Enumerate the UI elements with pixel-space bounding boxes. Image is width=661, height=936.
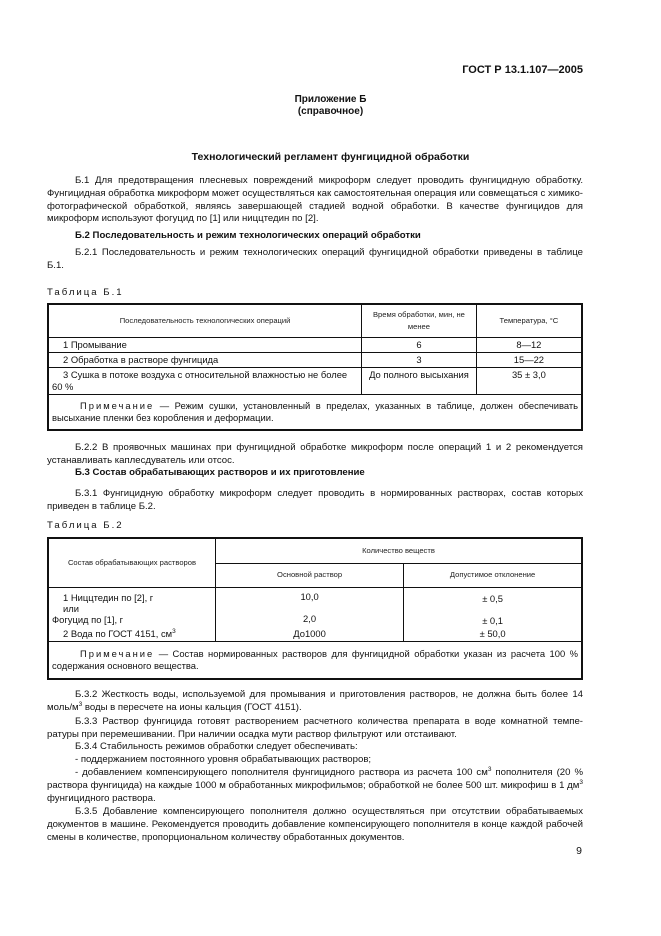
table2-header-composition: Состав обрабатывающих растворов: [48, 538, 215, 587]
cell-operation: 3 Сушка в потоке воздуха с относительной влажностью не более 60 %: [48, 367, 362, 394]
cell-time: До полного высыхания: [362, 367, 477, 394]
table-b1: [47, 303, 583, 431]
cell-temperature: 8—12: [476, 337, 582, 352]
table-b2: [47, 537, 583, 680]
heading-b2: Б.2 Последовательность и режим технологических операций обработки: [75, 230, 421, 241]
table-row: [48, 367, 582, 394]
cell-composition: [48, 627, 215, 642]
cell-operation: 1 Промывание: [48, 337, 362, 352]
table1-header-operations: Последовательность технологических операций: [48, 304, 362, 337]
table-row: [48, 587, 582, 627]
paragraph-b22: Б.2.2 В проявочных машинах при фунгицидной обработке микроформ после операций 1 и 2 рекомендуется устанавливать каплесдуватель или отсос.: [47, 442, 583, 466]
superscript: 3: [579, 778, 583, 786]
item-or: или: [63, 602, 79, 614]
cell-deviation: [404, 587, 582, 627]
table1-note: [48, 394, 582, 430]
cell-temperature: 35 ± 3,0: [476, 367, 582, 394]
table1-header-time: Время обработки, мин, не менее: [362, 304, 477, 337]
table2-header-quantity: Количество веществ: [215, 538, 582, 563]
paragraph-b31: Б.3.1 Фунгицидную обработку микроформ следует проводить в нормированных растворах, состав которых приведен в таблице Б.2.: [47, 488, 583, 512]
list-item: - поддержанием постоянного уровня обрабатывающих растворов;: [75, 754, 372, 765]
cell-time: 3: [362, 352, 477, 367]
text: пополнителя (20 % раствора фунгицида) на каждые 1000 м обработанных микрофильмов; обработкой не более 500 шт. микрофиш в 1 дм: [47, 767, 583, 791]
superscript: 3: [487, 765, 492, 773]
table2-note-row: [48, 641, 582, 679]
table2-caption: Таблица Б.2: [47, 520, 124, 531]
item-fogucid: Фогуцид по [1], г: [52, 613, 124, 625]
item-water: 2 Вода по ГОСТ 4151, см: [63, 627, 173, 639]
appendix-subtitle: (справочное): [297, 106, 364, 117]
table-row: [48, 352, 582, 367]
note-label: Примечание: [80, 399, 155, 411]
cell-composition: [48, 587, 215, 627]
list-item: [47, 767, 583, 805]
value-deviation: ± 0,5: [482, 592, 503, 604]
superscript: 3: [172, 627, 176, 635]
cell-time: 6: [362, 337, 477, 352]
paragraph-b34: Б.3.4 Стабильность режимов обработки следует обеспечивать:: [75, 741, 358, 752]
cell-main: До1000: [215, 627, 403, 642]
item-nitsedin: 1 Ниццтедин по [2], г: [63, 591, 154, 603]
table1-header-temperature: Температура, °С: [476, 304, 582, 337]
text: воды в пересчете на ионы кальция (ГОСТ 4151).: [82, 701, 302, 713]
heading-b3: Б.3 Состав обрабатывающих растворов и их приготовление: [75, 467, 365, 478]
appendix-title: Приложение Б: [294, 94, 367, 105]
cell-deviation: ± 50,0: [404, 627, 582, 642]
text: Б.3.2 Жесткость воды, используемой для промывания и приготовления растворов, не должна быть более 14 моль/м: [47, 689, 583, 713]
standard-header: ГОСТ Р 13.1.107—2005: [462, 64, 583, 76]
table1-caption: Таблица Б.1: [47, 287, 124, 298]
value-main: 10,0: [300, 590, 319, 602]
cell-operation: 2 Обработка в растворе фунгицида: [48, 352, 362, 367]
page-number: 9: [576, 845, 582, 857]
note-label: Примечание: [80, 647, 155, 659]
value-deviation: ± 0,1: [482, 614, 503, 626]
text: - добавлением компенсирующего пополнителя фунгицидного раствора из расчета 100 см: [75, 767, 488, 778]
note-text: — Состав нормированных растворов для фунгицидной обработки указан из расчета 100 % содержания основного вещества.: [52, 647, 578, 671]
superscript: 3: [78, 700, 83, 708]
table1-note-row: [48, 394, 582, 430]
cell-main: [215, 587, 403, 627]
paragraph-b1: Б.1 Для предотвращения плесневых повреждений микроформ следует проводить фунгицидную обработку. Фунгицидная обработка микроформ может осуществляться как самостоятельная операция или совмещаться с химико-фотографической обработкой, являясь завершающей стадией водной обработки. В качестве фунгицидов для микроформ используют фогуцид по [1] или ниццтедин по [2].: [47, 175, 583, 225]
paragraph-b21: Б.2.1 Последовательность и режим технологических операций фунгицидной обработки приведены в таблице Б.1.: [47, 247, 583, 271]
page-title: Технологический регламент фунгицидной обработки: [191, 151, 470, 163]
table2-note: [48, 641, 582, 679]
table-row: [48, 627, 582, 642]
paragraph-b32: [47, 689, 583, 715]
value-main: 2,0: [303, 612, 317, 624]
paragraph-b35: Б.3.5 Добавление компенсирующего пополнителя должно осуществляться при отсутствии обрабатываемых документов в машине. Рекомендуется проводить добавление компенсирующего пополнителя в конце каждой рабочей смены в количестве, пропорциональном количеству обработанных документов.: [47, 806, 583, 843]
cell-temperature: 15—22: [476, 352, 582, 367]
table2-header-deviation: Допустимое отклонение: [404, 563, 582, 587]
paragraph-b33: Б.3.3 Раствор фунгицида готовят растворением расчетного количества препарата в воде комнатной температуры при перемешивании. При наличии осадка мути раствор фильтруют или отстаивают.: [47, 716, 583, 740]
note-text: — Режим сушки, установленный в пределах, указанных в таблице, должен обеспечивать высыхание пленки без коробления и деформации.: [52, 399, 578, 423]
table2-header-main: Основной раствор: [215, 563, 403, 587]
text: фунгицидного раствора.: [47, 792, 156, 804]
table-row: [48, 337, 582, 352]
